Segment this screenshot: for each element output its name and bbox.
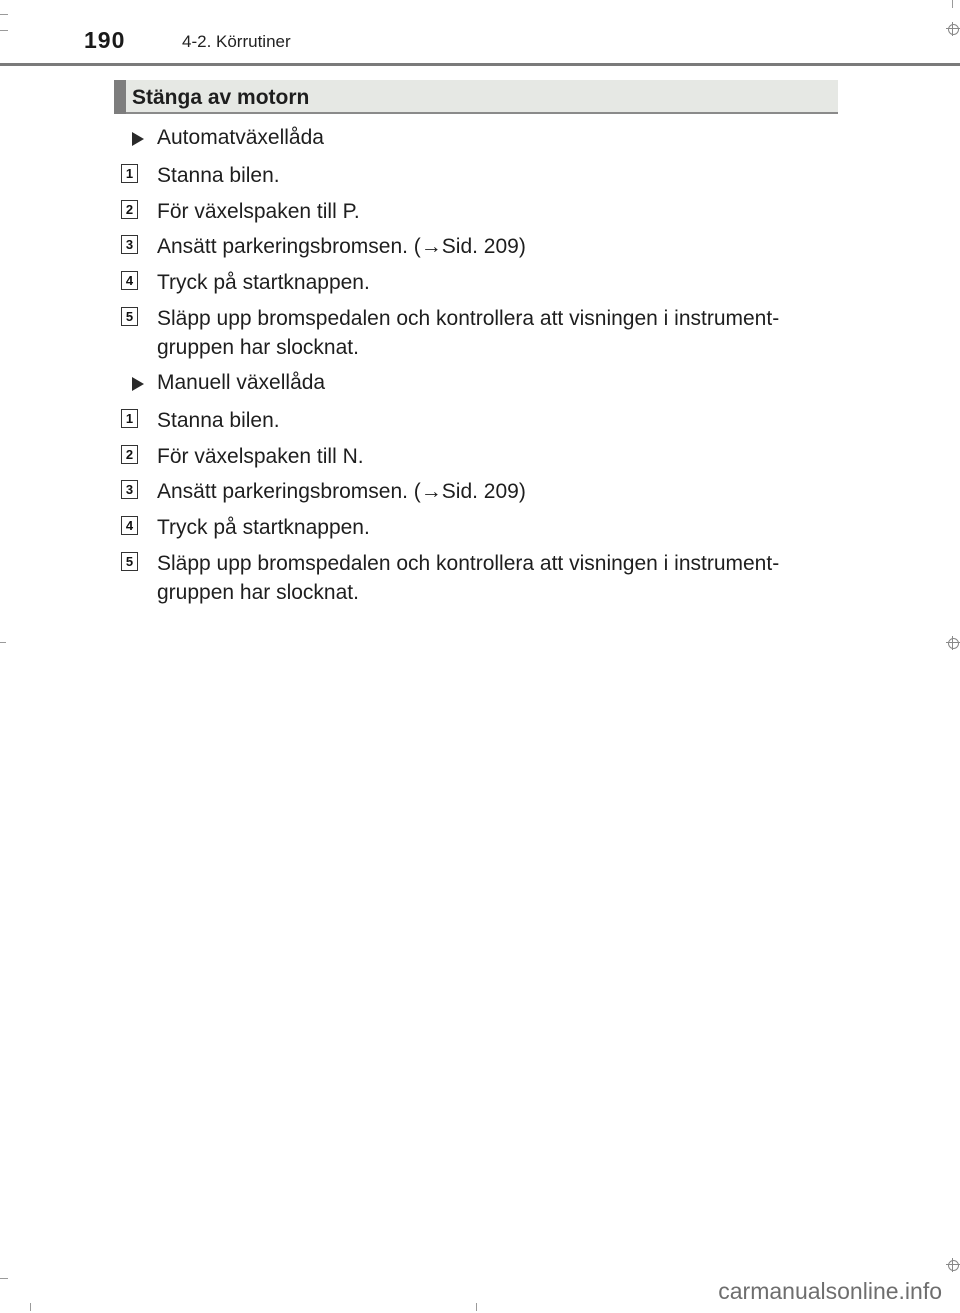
header-divider [0, 63, 960, 66]
step-text: Tryck på startknappen. [157, 271, 370, 294]
crop-mark [0, 1278, 8, 1279]
step-number-badge: 2 [121, 445, 138, 464]
step-number-badge: 4 [121, 516, 138, 535]
sub-heading-text: Automatväxellåda [157, 126, 324, 149]
crop-mark [476, 1303, 477, 1311]
step-text: Tryck på startknappen. [157, 516, 370, 539]
step-number-badge: 2 [121, 200, 138, 219]
section-heading-bar [114, 80, 838, 114]
registration-mark-icon [946, 1258, 960, 1272]
step-text: Stanna bilen. [157, 409, 280, 432]
crop-mark [30, 1303, 31, 1311]
step-text: Stanna bilen. [157, 164, 280, 187]
step-text: Ansätt parkeringsbromsen. (→Sid. 209) [157, 235, 526, 258]
crop-mark [0, 30, 8, 31]
registration-mark-icon [946, 22, 960, 36]
page-number: 190 [84, 27, 126, 53]
step-text: Ansätt parkeringsbromsen. (→Sid. 209) [157, 480, 526, 503]
step-text: Släpp upp bromspedalen och kontrollera att visningen i instrument-gruppen har slocknat. [157, 307, 780, 359]
step-number-badge: 3 [121, 480, 138, 499]
step-number-badge: 5 [121, 307, 138, 326]
crop-mark [0, 14, 8, 15]
section-title: Stänga av motorn [132, 86, 310, 109]
section-accent [114, 80, 126, 114]
step-text: För växelspaken till P. [157, 200, 360, 223]
step-number-badge: 1 [121, 409, 138, 428]
step-number-badge: 4 [121, 271, 138, 290]
crop-mark [0, 642, 6, 643]
watermark-text: carmanualsonline.info [718, 1278, 942, 1304]
triangle-bullet-icon [132, 132, 144, 146]
sub-heading-text: Manuell växellåda [157, 371, 326, 394]
page-header [0, 0, 960, 66]
step-number-badge: 1 [121, 164, 138, 183]
registration-mark-icon [946, 636, 960, 650]
step-text: För växelspaken till N. [157, 445, 364, 468]
step-number-badge: 3 [121, 235, 138, 254]
step-text: Släpp upp bromspedalen och kontrollera att visningen i instrument-gruppen har slocknat. [157, 552, 780, 604]
chapter-label: 4-2. Körrutiner [182, 32, 291, 51]
step-number-badge: 5 [121, 552, 138, 571]
triangle-bullet-icon [132, 377, 144, 391]
crop-mark [952, 0, 953, 8]
